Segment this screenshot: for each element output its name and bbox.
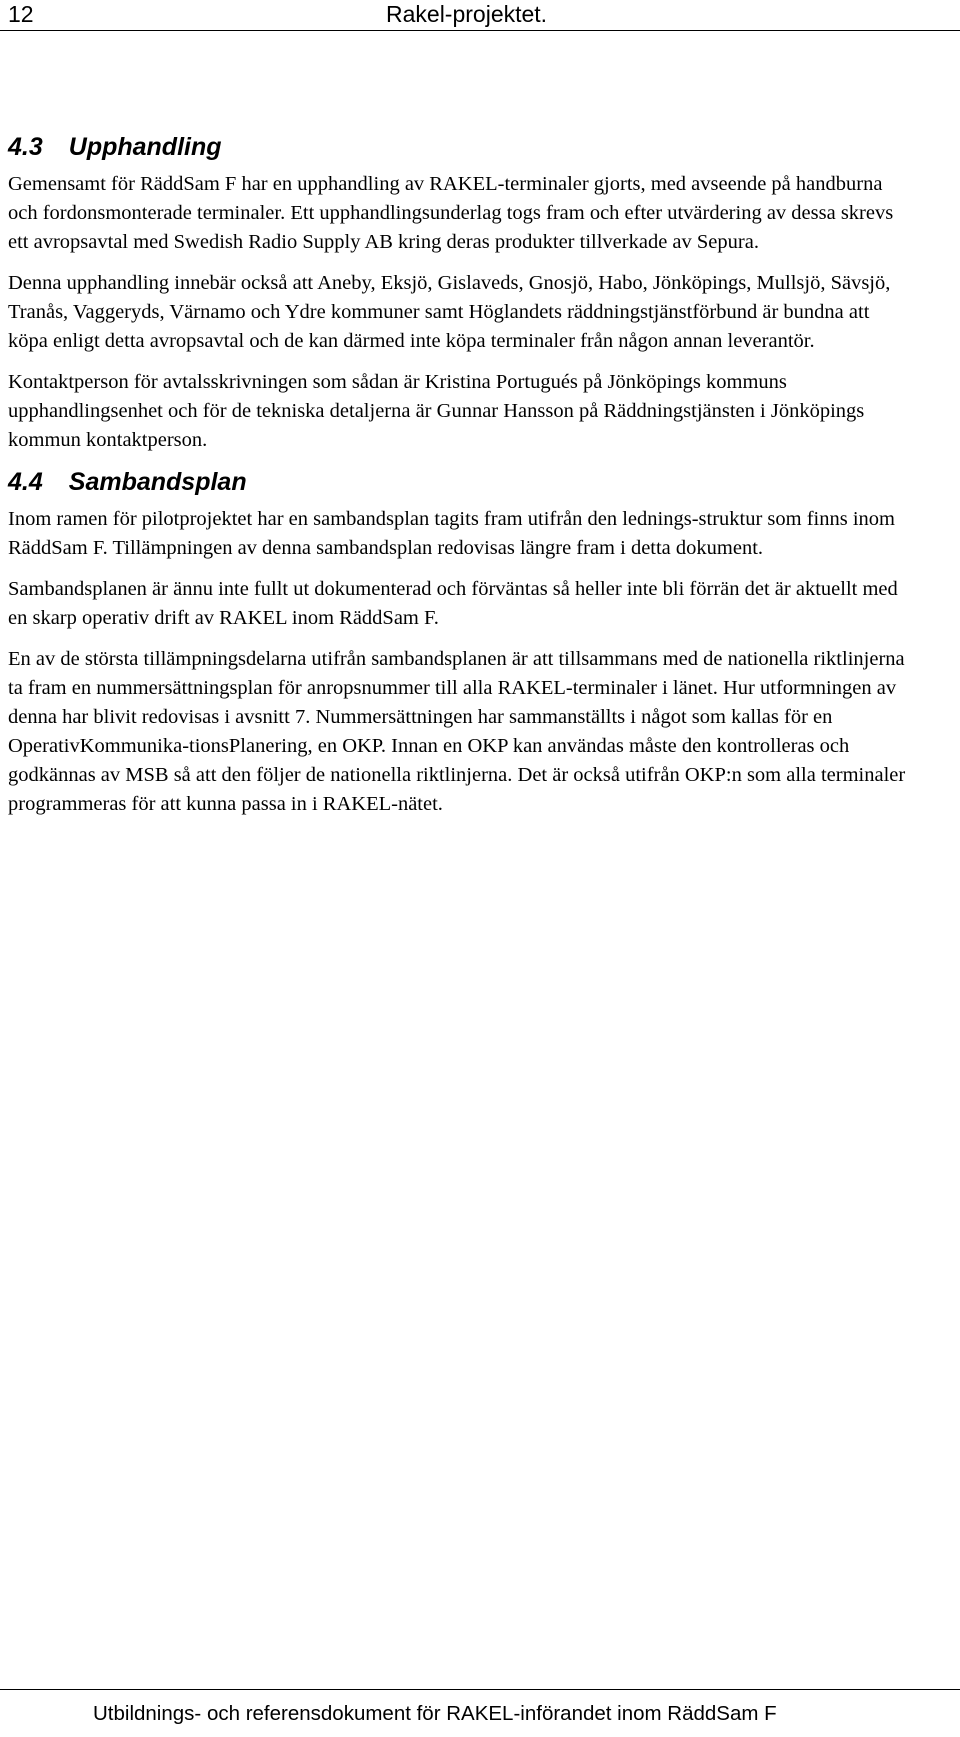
- paragraph: Gemensamt för RäddSam F har en upphandling av RAKEL-terminaler gjorts, med avseende på handburna och fordonsmonterade terminaler. Ett upphandlingsunderlag togs fram och efter utvärdering av dessa skrevs ett avropsavtal med Swedish Radio Supply AB kring deras produkter tillverkade av Sepura.: [8, 173, 894, 253]
- running-title: Rakel-projektet.: [386, 1, 548, 27]
- section-heading-4-4: [8, 467, 908, 497]
- section-title: Sambandsplan: [68, 468, 247, 496]
- page-number: 12: [8, 1, 34, 27]
- section-heading-4-3: [8, 132, 908, 162]
- paragraph: En av de största tillämpningsdelarna utifrån sambandsplanen är att tillsammans med de nationella riktlinjerna ta fram en nummersättningsplan för anropsnummer till alla RAKEL-terminaler i länet. Hur utformningen av denna har blivit redovisas i avsnitt 7. Nummersättningen har sammanställts i något som kallas för en OperativKommunika-tionsPlanering, en OKP. Innan en OKP kan användas måste den kontrolleras och godkännas av MSB så att den följer de nationella riktlinjerna. Det är också utifrån OKP:n som alla terminaler programmeras för att kunna passa in i RAKEL-nätet.: [8, 648, 906, 815]
- page-header: [0, 0, 960, 31]
- paragraph: Inom ramen för pilotprojektet har en sambandsplan tagits fram utifrån den lednings-struktur som finns inom RäddSam F. Tillämpningen av denna sambandsplan redovisas längre fram i detta dokument.: [8, 508, 895, 559]
- page-footer: [0, 1689, 960, 1737]
- section-number: 4.4: [8, 468, 43, 496]
- document-body: [8, 132, 908, 831]
- paragraph: Denna upphandling innebär också att Aneby, Eksjö, Gislaveds, Gnosjö, Habo, Jönköpings, Mullsjö, Sävsjö, Tranås, Vaggeryds, Värnamo och Ydre kommuner samt Höglandets räddningstjänstförbund är bundna att köpa enligt detta avropsavtal och de kan därmed inte köpa terminaler från någon annan leverantör.: [8, 272, 891, 352]
- section-title: Upphandling: [68, 133, 222, 161]
- paragraph: Kontaktperson för avtalsskrivningen som sådan är Kristina Portugués på Jönköpings kommuns upphandlingsenhet och för de tekniska detaljerna är Gunnar Hansson på Räddningstjänsten i Jönköpings kommun kontaktperson.: [8, 371, 865, 451]
- paragraph: Sambandsplanen är ännu inte fullt ut dokumenterad och förväntas så heller inte bli förrän det är aktuellt med en skarp operativ drift av RAKEL inom RäddSam F.: [8, 578, 898, 629]
- section-number: 4.3: [8, 133, 43, 161]
- footer-text: Utbildnings- och referensdokument för RAKEL-införandet inom RäddSam F: [93, 1702, 777, 1725]
